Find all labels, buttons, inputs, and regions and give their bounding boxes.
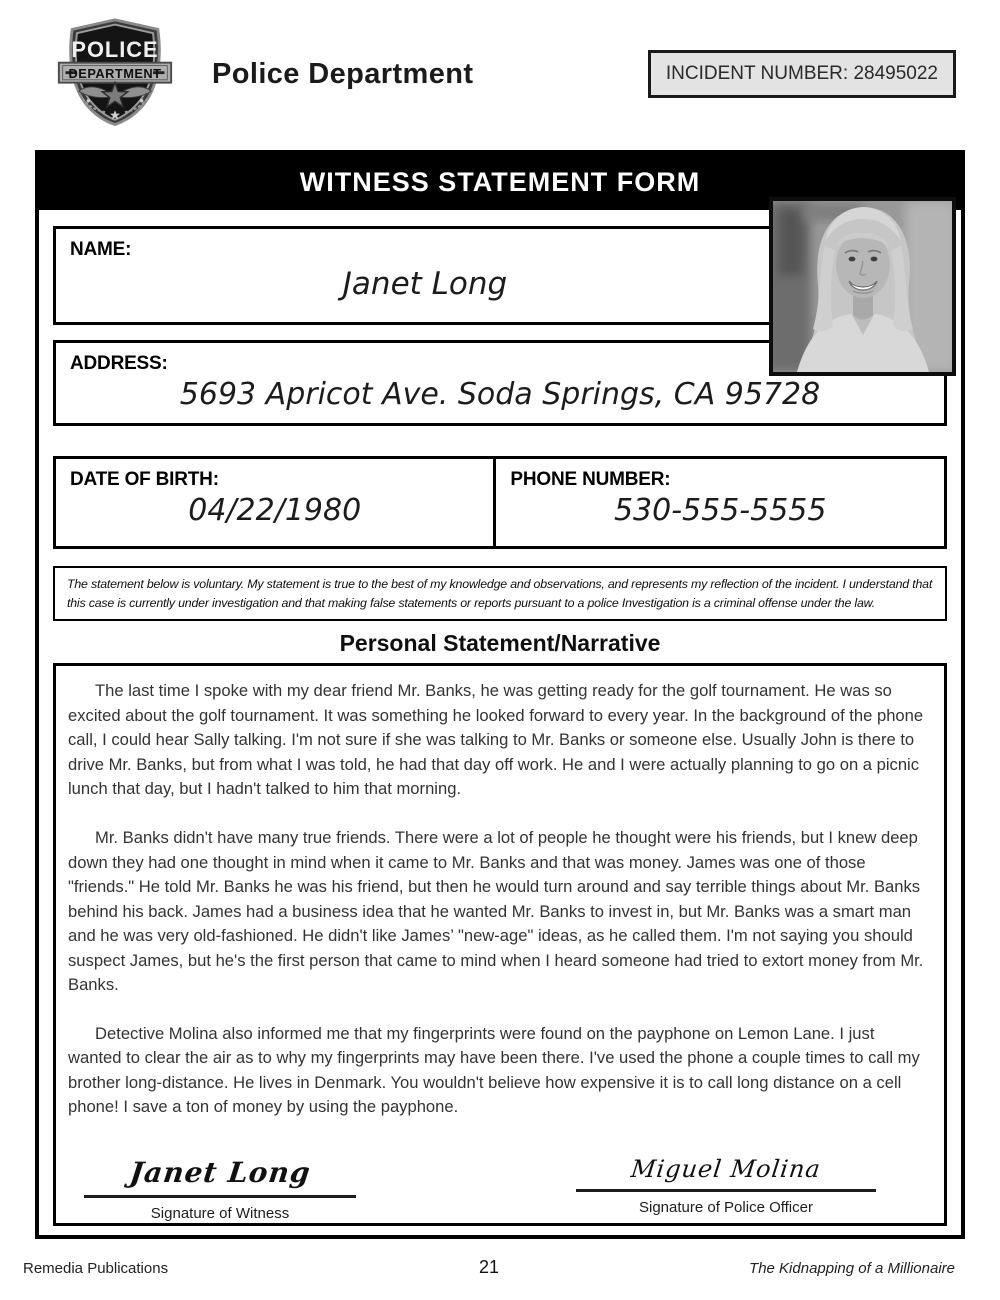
- police-badge-icon: [56, 17, 174, 131]
- witness-signature-block: [84, 1152, 356, 1226]
- name-value: Janet Long: [342, 266, 508, 302]
- officer-signature-block: [576, 1152, 876, 1226]
- officer-signature-line: [576, 1152, 876, 1193]
- phone-label: PHONE NUMBER:: [510, 469, 671, 490]
- phone-value: 530-555-5555: [613, 493, 827, 528]
- badge-police-text: POLICE: [71, 36, 159, 62]
- dob-value: 04/22/1980: [188, 493, 362, 528]
- narrative-paragraph-1: The last time I spoke with my dear friend Mr. Banks, he was getting ready for the golf tournament. He was so excited about the golf tournament. It was something he looked forward to every year. In the background of the phone call, I could hear Sally talking. I'm not sure if she was talking to Mr. Banks or someone else. Usually John is there to drive Mr. Banks, but from what I was told, he had that day off work. He and I were actually planning to go on a picnic lunch that day, but I hadn't talked to him that morning.: [68, 681, 924, 799]
- narrative-paragraph-2: Mr. Banks didn't have many true friends. There were a lot of people he thought were his friends, but I knew deep down they had one thought in mind when it came to Mr. Banks and that was money. James was one of those "friends." He told Mr. Banks he was his friend, but then he would turn around and say terrible things about Mr. Banks behind his back. James had a business idea that he wanted Mr. Banks to invest in, but Mr. Banks was a smart man and he was very old-fashioned. He didn't like James’ "new-age" ideas, as he called them. I'm not saying you should suspect James, but he's the first person that came to mind when I heard someone had tried to extort money from Mr. Banks.: [68, 827, 924, 995]
- disclaimer-text: The statement below is voluntary. My statement is true to the best of my knowledge and observations, and represents my reflection of the incident. I understand that this case is currently under investigation and that making false statements or reports pursuant to a police Investigation is a criminal offense under the law.: [67, 577, 933, 610]
- narrative-heading: Personal Statement/Narrative: [339, 630, 661, 657]
- narrative-paragraph-3: Detective Molina also informed me that my fingerprints were found on the payphone on Lemon Lane. I just wanted to clear the air as to why my fingerprints may have been there. I've used the phone a couple times to call my brother long-distance. He lives in Denmark. You wouldn't believe how expensive it is to call long distance on a cell phone! I save a ton of money by using the payphone.: [68, 1023, 920, 1117]
- footer-book-title: The Kidnapping of a Millionaire: [749, 1260, 955, 1277]
- incident-number-value: 28495022: [853, 63, 938, 84]
- form-title: WITNESS STATEMENT FORM: [299, 166, 701, 197]
- officer-signature: Miguel Molina: [629, 1154, 823, 1183]
- witness-signature-line: [84, 1152, 356, 1198]
- badge-department-text: DEPARTMENT: [68, 65, 162, 81]
- incident-number-box: [648, 50, 956, 98]
- officer-signature-label: Signature of Police Officer: [639, 1199, 813, 1217]
- page-footer: [0, 1257, 1000, 1278]
- witness-signature: Janet Long: [127, 1155, 313, 1189]
- page-header: [0, 0, 1000, 142]
- disclaimer-box: [53, 566, 947, 621]
- name-label: NAME:: [70, 239, 132, 260]
- narrative-box: [53, 663, 947, 1226]
- dob-phone-row: [53, 456, 947, 549]
- address-label: ADDRESS:: [70, 353, 168, 374]
- signature-row: [68, 1152, 932, 1226]
- witness-photo: [769, 197, 956, 376]
- dob-label: DATE OF BIRTH:: [70, 469, 219, 490]
- footer-page-number: 21: [478, 1257, 500, 1277]
- footer-publisher: Remedia Publications: [23, 1260, 169, 1277]
- page-title: Police Department: [212, 57, 474, 90]
- witness-statement-form: [35, 150, 965, 1239]
- phone-field: [496, 456, 947, 549]
- witness-signature-label: Signature of Witness: [150, 1205, 290, 1223]
- address-value: 5693 Apricot Ave. Soda Springs, CA 95728: [179, 377, 821, 412]
- incident-number-label: INCIDENT NUMBER:: [665, 63, 849, 84]
- dob-field: [53, 456, 496, 549]
